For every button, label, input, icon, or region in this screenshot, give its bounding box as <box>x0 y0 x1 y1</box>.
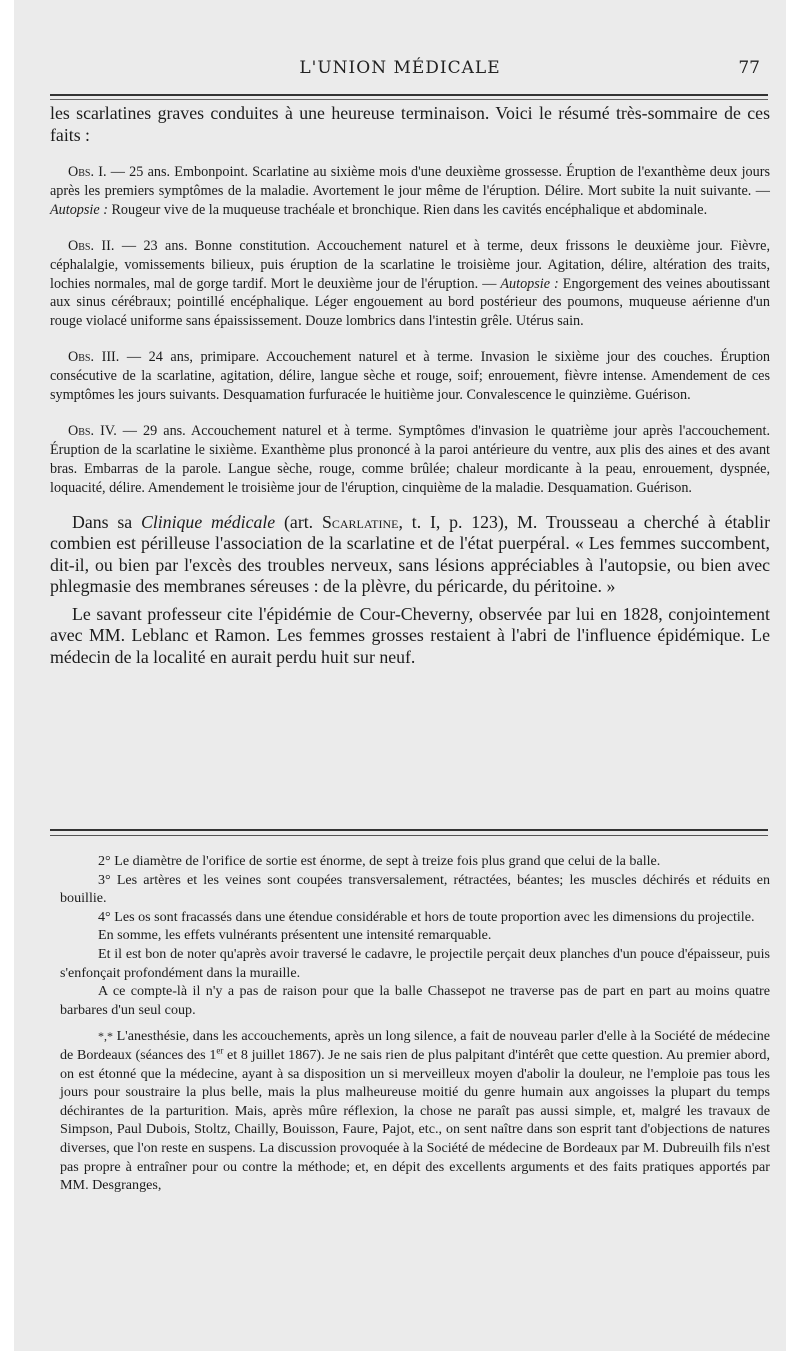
superscript: er <box>216 1045 224 1056</box>
text-run: , t. I, p. 123), M. Trousseau a cherché à établir combien est périlleuse l'association de la scarlatine et de l'état puerpéral. « Les femmes succombent, dit-il, ou bien par l'excès des troubles nerveux, sans lésions appréciables à l'autopsie, ou bien avec phlegmasie des membranes séreuses : de la plèvre, du péricarde, du péritoine. » <box>50 511 770 597</box>
asterism: *,* <box>98 1029 113 1044</box>
observation-2 <box>50 237 770 332</box>
text-run: (art. <box>275 511 322 532</box>
page-header <box>14 58 786 88</box>
projectile-paragraph: Et il est bon de noter qu'après avoir traversé le cadavre, le projectile perçait deux planches d'un pouce d'épaisseur, puis s'enfonçait profondément dans la muraille. <box>60 945 770 981</box>
observation-3 <box>50 348 770 405</box>
obs-text: — 24 ans, primipare. Accouchement naturel et à terme. Invasion le sixième jour des couches. Éruption consécutive de la scarlatine, agitation, délire, langue sèche et rouge, soif; enrouement, fièvre intense. Amendement de ces symptômes les jours suivants. Desquamation furfuracée le huitième jour. Convalescence le quinzième. Guérison. <box>50 349 771 404</box>
text-run: L'anesthésie, dans les accouchements, après un long silence, a fait de nouveau parler d'elle à la Société de médecine de Bordeaux (séances des 1 <box>60 1028 770 1063</box>
autopsie-label: Autopsie : <box>500 275 559 292</box>
autopsie-label: Autopsie : <box>50 201 108 218</box>
observation-4 <box>50 422 770 498</box>
summary-paragraph: En somme, les effets vulnérants présentent une intensité remarquable. <box>98 927 492 944</box>
epidemic-paragraph: Le savant professeur cite l'épidémie de Cour-Cheverny, observée par lui en 1828, conjointement avec MM. Leblanc et Ramon. Les femmes grosses restaient à l'abri de l'influence épidémique. Le médecin de la localité en aurait perdu huit sur neuf. <box>50 603 770 667</box>
point-2: 2° Le diamètre de l'orifice de sortie est énorme, de sept à treize fois plus grand que celui de la balle. <box>98 853 661 869</box>
article-name: Scarlatine <box>321 511 399 532</box>
trousseau-paragraph <box>50 512 770 598</box>
header-rule <box>50 94 768 100</box>
text-run: et 8 juillet 1867). Je ne sais rien de plus palpitant d'intérêt que cette question. Au premier abord, on est étonné que la médecine, ayant à sa disposition un si merveilleux moyen d'abolir la douleur, ne l'emploie pas tous les jours pour soustraire la plus belle, mais la plus malheureuse moitié du genre humain aux angoisses la plupart du temps déchirantes de la parturition. Mais, après mûre réflexion, la chose ne paraît pas aussi simple, et, malgré les travaux de Simpson, Paul Dubois, Stoltz, Chailly, Bouisson, Faure, Pajot, etc., on sent naître dans son esprit tant d'objections de natures diverses, que l'on reste en suspens. La discussion provoquée à la Société de médecine de Bordeaux par M. Dubreuilh fils n'est pas propre à entraîner pour ou contre la méthode; et, en dépit des excellents arguments et des faits pratiques apportés par MM. Desgranges, <box>60 1046 770 1194</box>
chassepot-paragraph: A ce compte-là il n'y a pas de raison pour que la balle Chassepot ne traverse pas de part en part au moins quatre barbares d'un seul coup. <box>60 983 770 1018</box>
point-4: 4° Les os sont fracassés dans une étendue considérable et hors de toute proportion avec les dimensions du projectile. <box>98 908 755 925</box>
observation-1 <box>50 163 770 220</box>
obs-label: Obs. II. <box>68 237 115 254</box>
point-3: 3° Les artères et les veines sont coupées transversalement, rétractées, béantes; les muscles déchirés et réduits en bouillie. <box>60 871 770 907</box>
obs-text-2: Engorgement des veines aboutissant aux sinus cérébraux; pointillé encéphalique. Léger engouement au bord postérieur des poumons, muqueuse aérienne d'un rouge violacé uniforme sans épaississement. Douze lombrics dans l'intestin grêle. Utérus sain. <box>50 275 770 330</box>
section-rule <box>50 829 768 836</box>
feuilleton-section <box>60 852 770 1195</box>
journal-page <box>14 0 786 1351</box>
main-article <box>50 103 770 668</box>
intro-paragraph: les scarlatines graves conduites à une heureuse terminaison. Voici le résumé très-sommaire de ces faits : <box>50 103 770 145</box>
text-run: Dans sa <box>72 511 141 532</box>
running-title: L'UNION MÉDICALE <box>299 58 501 78</box>
obs-text: — 25 ans. Embonpoint. Scarlatine au sixième mois d'une deuxième grossesse. Éruption de l'exanthème deux jours après les premiers symptômes de la maladie. Avortement le jour même de l'éruption. Délire. Mort subite la nuit suivante. — <box>50 164 770 199</box>
obs-text: — 29 ans. Accouchement naturel et à terme. Symptômes d'invasion le quatrième jour après l'accouchement. Éruption de la scarlatine le sixième. Exanthème plus prononcé à la paroi antérieure du ventre, aux plis des aines et des avant bras. Embarras de la parole. Langue sèche, rouge, comme brûlée; chaleur mordicante à la peau, enrouement, dyspnée, loquacité, délire. Amendement le troisième jour de l'éruption, cinquième de la maladie. Desquamation. Guérison. <box>50 422 770 496</box>
obs-text: — 23 ans. Bonne constitution. Accouchement naturel et à terme, deux frissons le deuxième jour. Fièvre, céphalalgie, vomissements bilieux, puis éruption de la scarlatine le troisième jour. Agitation, délire, altération des traits, lochies normales, mal de gorge tardif. Mort le deuxième jour de l'éruption. — <box>50 237 770 292</box>
obs-label: Obs. III. <box>68 349 120 366</box>
obs-text-2: Rougeur vive de la muqueuse trachéale et bronchique. Rien dans les cavités encéphalique et abdominale. <box>107 201 708 218</box>
obs-label: Obs. I. <box>68 164 107 180</box>
page-number: 77 <box>738 58 760 78</box>
anesthesia-paragraph <box>60 1027 770 1194</box>
obs-label: Obs. IV. <box>68 422 117 439</box>
book-title: Clinique médicale <box>140 511 276 532</box>
